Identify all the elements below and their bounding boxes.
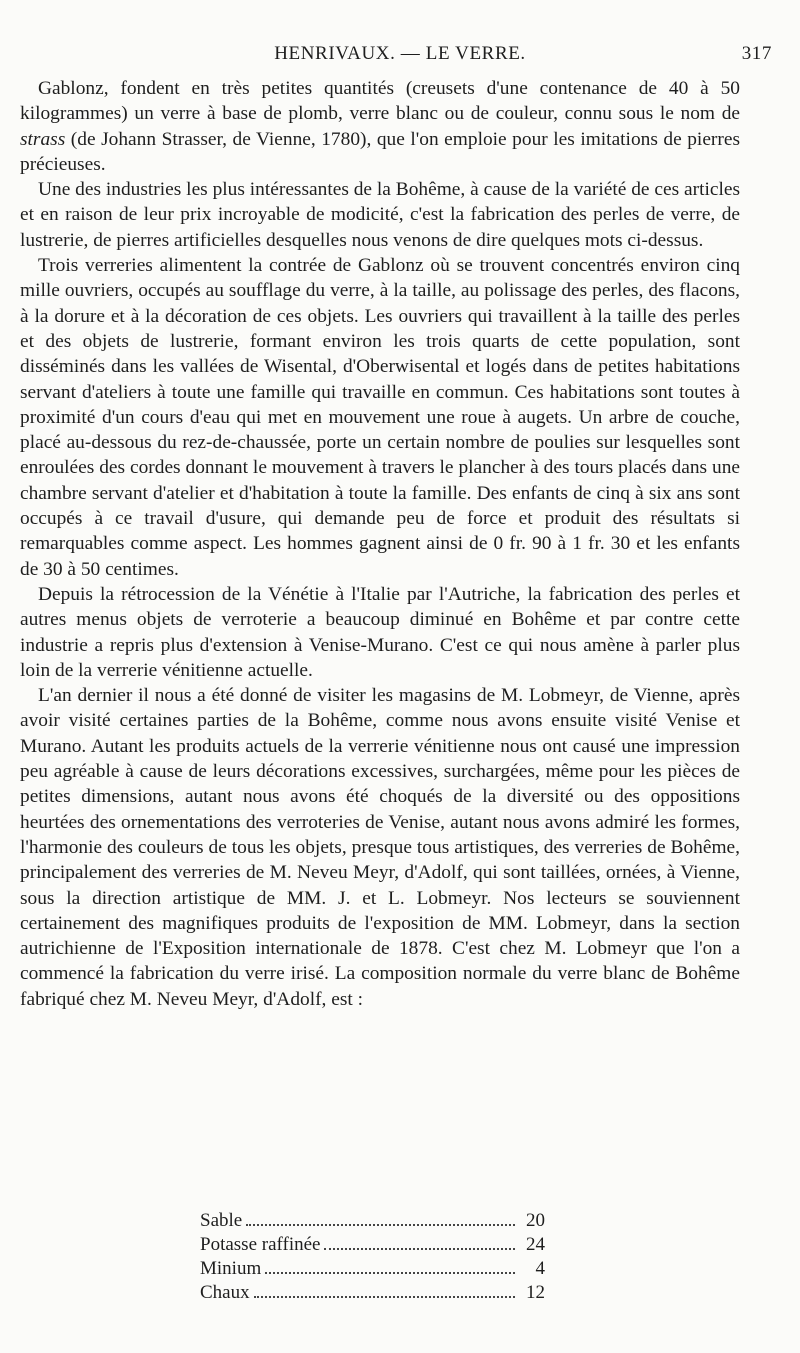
running-title: HENRIVAUX. — LE VERRE.	[274, 43, 526, 64]
ingredient-quantity: 24	[526, 1234, 545, 1255]
dot-leader	[324, 1248, 515, 1250]
composition-row	[200, 1281, 545, 1305]
page-header	[20, 43, 780, 71]
glass-composition-list	[200, 1209, 545, 1305]
emphasis-strass: strass	[20, 128, 66, 150]
paragraph-bohemian-industries: Une des industries les plus intéressantes de la Bohême, à cause de la variété de ces articles et en raison de leur prix incroyable de modicité, c'est la fabrication des perles de verre, de lustrerie, de pierres artificielles desquelles nous venons de dire quelques mots ci-dessus.	[20, 179, 740, 251]
composition-row	[200, 1209, 545, 1233]
ingredient-quantity: 12	[526, 1282, 545, 1303]
ingredient-quantity: 20	[526, 1210, 545, 1231]
paragraph-text: Gablonz, fondent en très petites quantités (creusets d'une contenance de 40 à 50 kilogrammes) un verre à base de plomb, verre blanc ou de couleur, connu sous le nom de	[20, 78, 740, 125]
paragraph-lobmeyr: L'an dernier il nous a été donné de visiter les magasins de M. Lobmeyr, de Vienne, après avoir visité certaines parties de la Bohême, comme nous avons ensuite visité Venise et Murano. Autant les produits actuels de la verrerie vénitienne nous ont causé une impression peu agréable à cause de leurs décorations excessives, surchargées, même pour les pièces de petites dimensions, autant nous avons été choqués de la diversité ou des oppositions heurtées des ornementations des verroteries de Venise, autant nous avons admiré les formes, l'harmonie des couleurs de tous les objets, presque tous artistiques, des verreries de Bohême, principalement des verreries de M. Neveu Meyr, d'Adolf, qui sont taillées, ornées, à Vienne, sous la direction artistique de MM. J. et L. Lobmeyr. Nos lecteurs se souviennent certainement des magnifiques produits de l'exposition de MM. Lobmeyr, dans la section autrichienne de l'Exposition internationale de 1878. C'est chez M. Lobmeyr que l'on a commencé la fabrication du verre irisé. La composition normale du verre blanc de Bohême fabriqué chez M. Neveu Meyr, d'Adolf, est :	[20, 685, 740, 1010]
body-text	[20, 76, 740, 1012]
composition-row	[200, 1233, 545, 1257]
ingredient-quantity: 4	[535, 1258, 545, 1279]
paragraph-strass	[20, 76, 740, 177]
ingredient-name: Minium	[200, 1258, 262, 1279]
dot-leader	[246, 1224, 515, 1226]
paragraph-venetia: Depuis la rétrocession de la Vénétie à l'Italie par l'Autriche, la fabrication des perles et autres menus objets de verroterie a beaucoup diminué en Bohême et par contre cette industrie a repris plus d'extension à Venise-Murano. C'est ce qui nous amène à parler plus loin de la verrerie vénitienne actuelle.	[20, 583, 740, 681]
page-number: 317	[741, 43, 772, 64]
ingredient-name: Potasse raffinée	[200, 1234, 321, 1255]
ingredient-name: Chaux	[200, 1282, 250, 1303]
dot-leader	[254, 1296, 515, 1298]
ingredient-name: Sable	[200, 1210, 243, 1231]
paragraph-text: (de Johann Strasser, de Vienne, 1780), que l'on emploie pour les imitations de pierres précieuses.	[20, 128, 740, 175]
dot-leader	[265, 1272, 515, 1274]
paragraph-gablonz-workers: Trois verreries alimentent la contrée de Gablonz où se trouvent concentrés environ cinq mille ouvriers, occupés au soufflage du verre, à la taille, au polissage des perles, des flacons, à la dorure et à la décoration de ces objets. Les ouvriers qui travaillent à la taille des perles et des objets de lustrerie, formant environ les trois quarts de cette population, sont disséminés dans les vallées de Wisental, d'Oberwisental et logés dans de petites habitations servant d'ateliers à toute une famille qui travaille en commun. Ces habitations sont toutes à proximité d'un cours d'eau qui met en mouvement une roue à augets. Un arbre de couche, placé au-dessous du rez-de-chaussée, porte un certain nombre de poulies sur lesquelles sont enroulées des cordes donnant le mouvement à travers le plancher à des tours placés dans une chambre servant d'atelier et d'habitation à toute la famille. Des enfants de cinq à six ans sont occupés à ce travail d'usure, qui demande peu de force et produit des résultats si remarquables comme aspect. Les hommes gagnent ainsi de 0 fr. 90 à 1 fr. 30 et les enfants de 30 à 50 centimes.	[20, 255, 740, 580]
composition-row	[200, 1257, 545, 1281]
